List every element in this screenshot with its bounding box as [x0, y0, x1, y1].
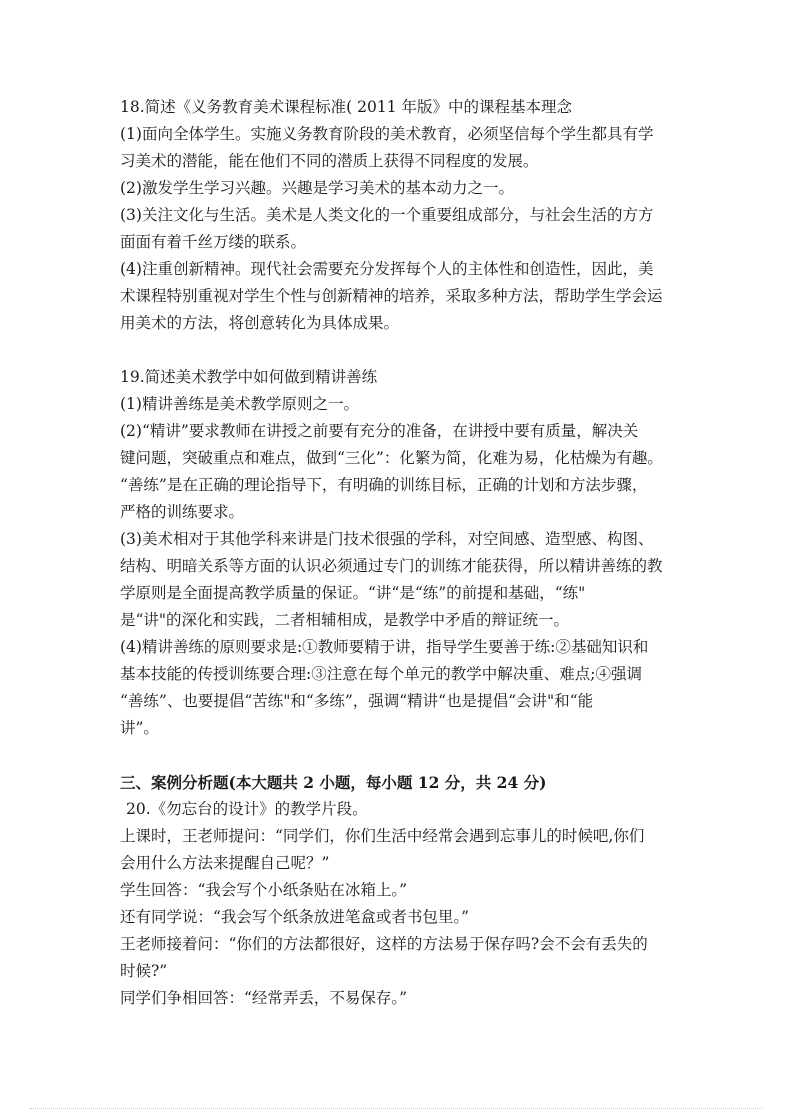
q19-line: 严格的训练要求。 — [120, 503, 245, 521]
q20-line: 会用什么方法来提醒自己呢？” — [120, 854, 330, 872]
q18-line: (4)注重创新精神。现代社会需要充分发挥每个人的主体性和创造性，因此，美 — [120, 260, 654, 278]
q19-line: 结构、明暗关系等方面的认识必须通过专门的训练才能获得，所以精讲善练的教 — [120, 557, 663, 575]
q19-line: (2)“精讲”要求教师在讲授之前要有充分的准备，在讲授中要有质量，解决关 — [120, 422, 639, 440]
q18-line: (3)关注文化与生活。美术是人类文化的一个重要组成部分，与社会生活的方方 — [120, 206, 654, 224]
q20-line: 同学们争相回答：“经常弄丢，不易保存。” — [120, 989, 408, 1007]
q20-line: 时候?” — [120, 962, 168, 980]
q19-line: 学原则是全面提高教学质量的保证。“讲“是“练”的前提和基础，“练" — [120, 584, 586, 602]
q19-line: (3)美术相对于其他学科来讲是门技术很强的学科，对空间感、造型感、构图、 — [120, 530, 654, 548]
q18-line: 用美术的方法，将创意转化为具体成果。 — [120, 314, 400, 332]
q19-line: 是“讲"的深化和实践，二者相辅相成，是教学中矛盾的辩证统一。 — [120, 611, 570, 629]
q19-line: 键问题，突破重点和难点，做到“三化”：化繁为简，化难为易，化枯燥为有趣。 — [120, 449, 663, 467]
page-bottom-divider — [30, 1108, 762, 1109]
q20-line: 还有同学说：“我会写个纸条放进笔盒或者书包里。” — [120, 908, 470, 926]
q19-line: 基本技能的传授训练要合理:③注意在每个单元的教学中解决重、难点;④强调 — [120, 665, 642, 683]
q18-line: (2)激发学生学习兴趣。兴趣是学习美术的基本动力之一。 — [120, 179, 514, 197]
q20-line: 王老师接着问：“你们的方法都很好，这样的方法易于保存吗?会不会有丢失的 — [120, 935, 648, 953]
q19-line: (4)精讲善练的原则要求是:①教师要精于讲，指导学生要善于练:②基础知识和 — [120, 638, 649, 656]
q20-line: 学生回答：“我会写个小纸条贴在冰箱上。” — [120, 881, 408, 899]
q18-line: 术课程特别重视对学生个性与创新精神的培养，采取多种方法，帮助学生学会运 — [120, 287, 663, 305]
paragraph-gap — [120, 742, 680, 769]
q19-line: “善练”、也要提倡“苦练"和“多练”，强调“精讲“也是提倡“会讲"和“能 — [120, 692, 594, 710]
q19-title: 19.简述美术教学中如何做到精讲善练 — [120, 368, 378, 386]
q19-line: (1)精讲善练是美术教学原则之一。 — [120, 395, 359, 413]
q18-line: 面面有着千丝万缕的联系。 — [120, 233, 307, 251]
q19-line: 讲”。 — [120, 719, 159, 737]
q20-title: 20.《勿忘台的设计》的教学片段。 — [126, 800, 368, 818]
q18-line: (1)面向全体学生。实施义务教育阶段的美术教育，必须坚信每个学生都具有学 — [120, 125, 654, 143]
q20-line: 上课时，王老师提问：“同学们，你们生活中经常会遇到忘事儿的时候吧,你们 — [120, 827, 645, 845]
document-body — [120, 94, 680, 1012]
section-heading: 三、案例分析题(本大题共 2 小题，每小题 12 分，共 24 分) — [120, 773, 547, 792]
paragraph-gap — [120, 337, 680, 364]
q19-line: “善练”是在正确的理论指导下，有明确的训练目标，正确的计划和方法步骤， — [120, 476, 648, 494]
q18-line: 习美术的潜能，能在他们不同的潜质上获得不同程度的发展。 — [120, 152, 539, 170]
q18-title: 18.简述《义务教育美术课程标准( 2011 年版》中的课程基本理念 — [120, 98, 572, 116]
